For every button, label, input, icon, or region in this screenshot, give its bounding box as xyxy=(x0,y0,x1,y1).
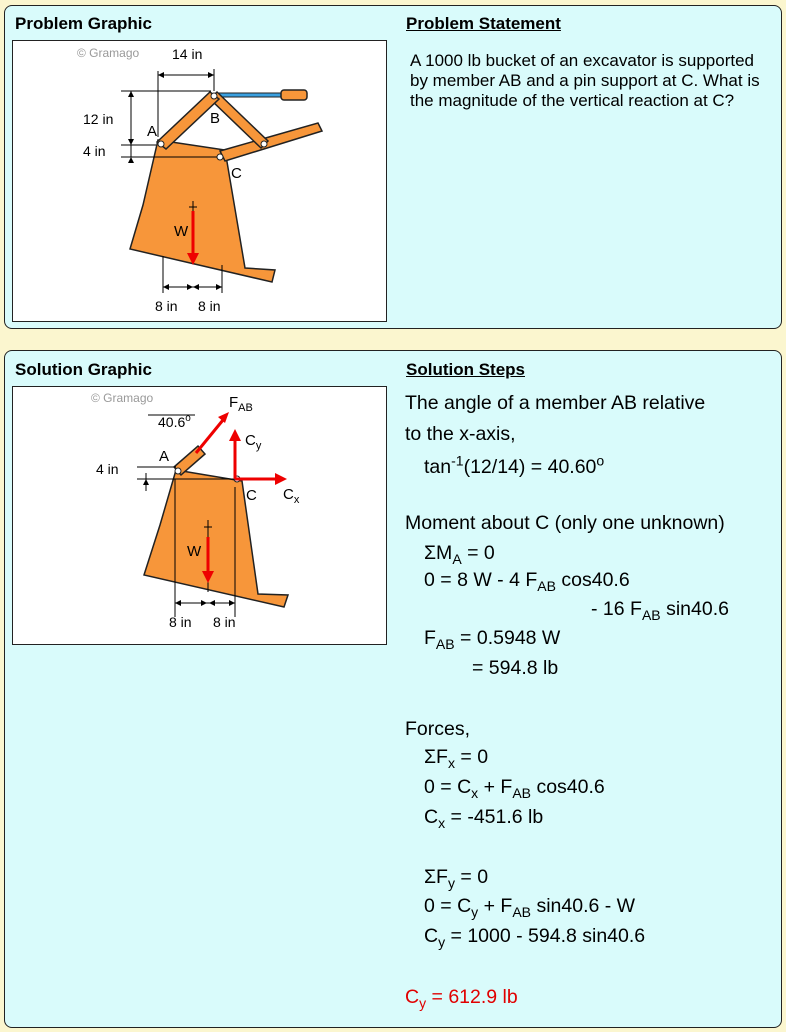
solution-steps-title: Solution Steps xyxy=(406,360,525,379)
fbd-diagram xyxy=(13,387,386,644)
cylinder-rod xyxy=(218,93,286,97)
fbd-label-c: C xyxy=(246,487,257,504)
fbd-label-a: A xyxy=(159,448,170,465)
fbd-bucket-body xyxy=(144,470,288,607)
solution-graphic-title: Solution Graphic xyxy=(15,360,152,379)
problem-statement-title: Problem Statement xyxy=(406,14,561,33)
bucket-body xyxy=(130,140,275,282)
fbd-dim-8in-right: 8 in xyxy=(213,614,236,630)
problem-diagram xyxy=(13,41,386,321)
label-cy: $C_y$ xyxy=(245,432,262,452)
sum-moment-a: $\Sigma M_A = 0$ xyxy=(424,542,495,567)
dim-8in-right: 8 in xyxy=(198,298,221,314)
boom-arm xyxy=(220,123,322,161)
forces-intro: Forces, xyxy=(405,718,471,740)
pin-c xyxy=(217,154,223,160)
angle-equation: $\tan^{-1}(12/14) = 40.60^o$ xyxy=(424,452,605,478)
fbd-pin-a xyxy=(175,468,181,474)
sum-fx: $\Sigma F_x = 0$ xyxy=(424,746,489,771)
problem-panel xyxy=(4,5,782,329)
moment-intro: Moment about C (only one unknown) xyxy=(405,512,725,534)
label-b: B xyxy=(210,110,221,127)
cy-equation: $C_y = 1000 - 594.8$ sin40.6 xyxy=(424,925,646,950)
dim-12in: 12 in xyxy=(83,111,114,127)
angle-intro-line2: to the x-axis, xyxy=(405,423,516,445)
moment-equation-2: - 16 $F_{AB}$ sin40.6 xyxy=(591,598,729,623)
dim-14in: 14 in xyxy=(172,46,203,62)
fx-equation: $0 = C_x + F_{AB}$ cos40.6 xyxy=(424,776,605,801)
angle-intro-line1: The angle of a member AB relative xyxy=(405,392,706,414)
final-answer: $C_y = 612.9$ lb xyxy=(405,986,518,1011)
angle-label: 40.6$^o$ xyxy=(158,413,191,430)
problem-figure xyxy=(12,40,387,322)
copyright-text: © Gramago xyxy=(77,46,140,60)
label-a: A xyxy=(147,123,158,140)
pin-link xyxy=(261,141,267,147)
pin-a xyxy=(158,141,164,147)
fab-value: = 594.8 lb xyxy=(472,657,559,679)
cx-result: $C_x = -451.6$ lb xyxy=(424,806,544,831)
sum-fy: $\Sigma F_y = 0$ xyxy=(424,866,489,891)
dim-8in-left: 8 in xyxy=(155,298,178,314)
fab-equation: $F_{AB} = 0.5948$ W xyxy=(424,627,561,652)
problem-statement-text: A 1000 lb bucket of an excavator is supported by member AB and a pin support at C. What is the magnitude of the vertical reaction at C? xyxy=(410,51,760,110)
problem-graphic-title: Problem Graphic xyxy=(15,14,152,33)
fy-equation: $0 = C_y + F_{AB}$ sin40.6 - W xyxy=(424,895,636,920)
fbd-dim-4in: 4 in xyxy=(96,461,119,477)
cylinder-body xyxy=(281,90,307,100)
solution-panel xyxy=(4,350,782,1028)
fbd-dim-8in-left: 8 in xyxy=(169,614,192,630)
fbd-copyright-text: © Gramago xyxy=(91,391,154,405)
pin-b xyxy=(211,93,217,99)
label-cx: $C_x$ xyxy=(283,486,300,506)
label-c: C xyxy=(231,165,242,182)
fbd-label-w: W xyxy=(187,543,202,560)
label-fab: $F_{AB}$ xyxy=(229,394,253,414)
moment-equation-1: 0 = 8 W - 4 $F_{AB}$ cos40.6 xyxy=(424,569,630,594)
solution-figure xyxy=(12,386,387,645)
dim-4in: 4 in xyxy=(83,143,106,159)
label-w: W xyxy=(174,223,189,240)
